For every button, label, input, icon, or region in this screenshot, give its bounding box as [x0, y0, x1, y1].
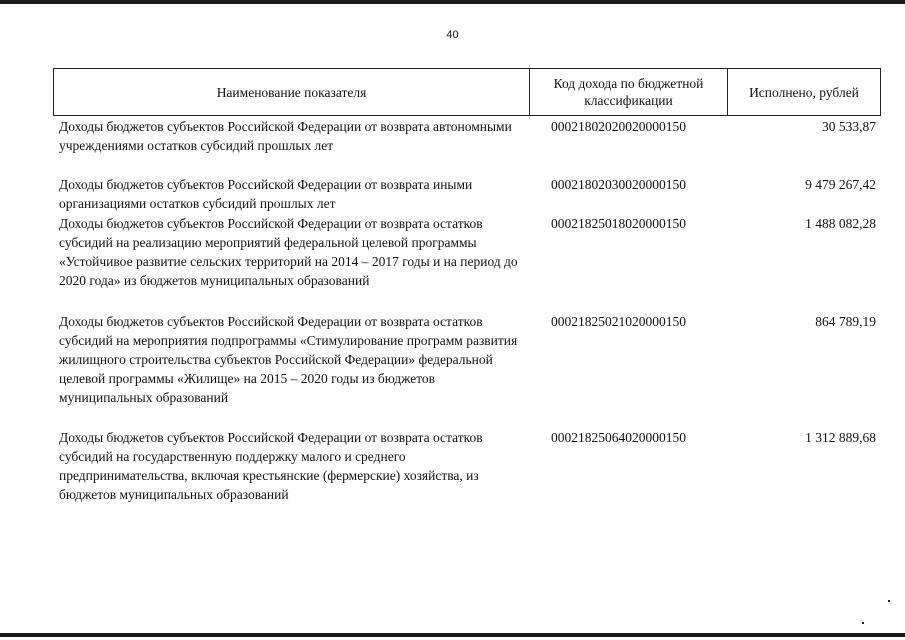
row-value: 864 789,19 [815, 314, 876, 329]
row-code: 00021802020020000150 [551, 119, 686, 134]
row-name: Доходы бюджетов субъектов Российской Федерации от возврата остатков субсидий на реализацию мероприятий федеральной целевой программы «Устойчивое развитие сельских территорий на 2014 – 2017 годы и на период до 2020 года» из бюджетов муниципальных образований [59, 216, 518, 288]
row-code: 00021825021020000150 [551, 314, 686, 329]
row-value: 30 533,87 [822, 119, 876, 134]
row-name: Доходы бюджетов субъектов Российской Федерации от возврата остатков субсидий на мероприятия подпрограммы «Стимулирование программ развития жилищного строительства субъектов Российской Федерации» федеральной целевой программы «Жилище» на 2015 – 2020 годы из бюджетов муниципальных образований [59, 314, 518, 405]
row-value: 9 479 267,42 [805, 177, 876, 192]
top-scan-border [0, 0, 905, 4]
page-number: 40 [446, 29, 459, 41]
bottom-scan-border [0, 633, 905, 637]
row-name: Доходы бюджетов субъектов Российской Федерации от возврата остатков субсидий на государственную поддержку малого и среднего предпринимательства, включая крестьянские (фермерские) хозяйства, из бюджетов муниципальных образований [59, 430, 483, 502]
row-code: 00021825018020000150 [551, 216, 686, 231]
scan-speck [888, 600, 890, 602]
scan-speck [862, 622, 864, 624]
table-header [53, 68, 881, 116]
row-value: 1 312 889,68 [805, 430, 876, 445]
header-row [54, 69, 881, 116]
row-code: 00021825064020000150 [551, 430, 686, 445]
row-name: Доходы бюджетов субъектов Российской Федерации от возврата автономными учреждениями остатков субсидий прошлых лет [59, 119, 512, 153]
header-code: Код дохода по бюджетной классификации [530, 69, 728, 116]
row-value: 1 488 082,28 [805, 216, 876, 231]
row-code: 00021802030020000150 [551, 177, 686, 192]
header-name: Наименование показателя [54, 69, 530, 116]
header-value: Исполнено, рублей [728, 69, 881, 116]
row-name: Доходы бюджетов субъектов Российской Федерации от возврата иными организациями остатков субсидий прошлых лет [59, 177, 473, 211]
